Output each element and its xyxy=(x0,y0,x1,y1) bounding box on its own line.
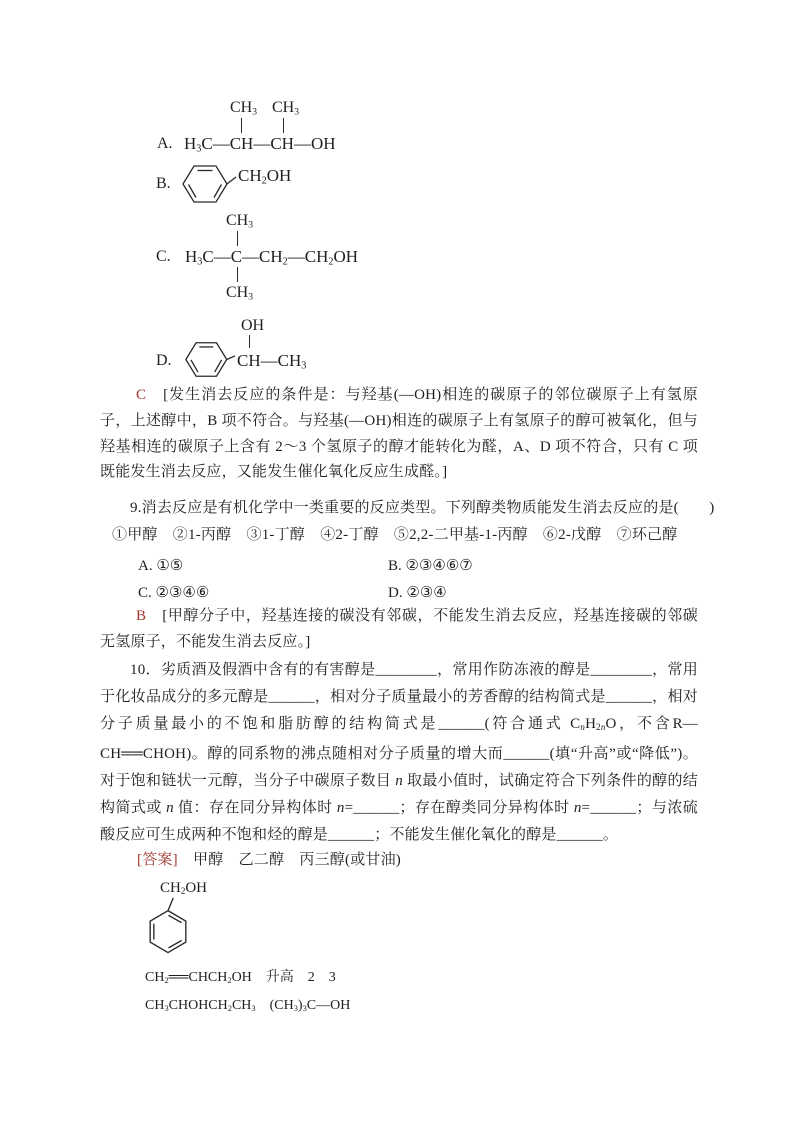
methyl-label: $CH_3$ xyxy=(230,99,258,118)
group-formula: $CH—CH_3$ xyxy=(237,351,307,372)
bond-vertical xyxy=(249,335,250,348)
bond-vertical xyxy=(241,118,242,133)
bond-vertical xyxy=(237,231,238,246)
option-letter: D. xyxy=(156,352,172,369)
q9-explanation: B [甲醇分子中，羟基连接的碳没有邻碳，不能发生消去反应，羟基连接碳的邻碳无氢原子，不能发生消去反应。] xyxy=(100,608,698,650)
q9-option-a: A. ①⑤ xyxy=(138,558,184,574)
methyl-label: $CH_3$ xyxy=(226,212,254,231)
bond-vertical xyxy=(283,118,284,133)
group-formula: $CH_2OH$ xyxy=(238,166,292,187)
option-letter: A. xyxy=(157,135,173,152)
benzene-ring xyxy=(181,163,237,205)
methyl-label: $CH_3$ xyxy=(226,284,254,303)
benzene-ring xyxy=(184,340,236,379)
q9-option-d: D. ②③④ xyxy=(388,585,447,601)
option-letter: C. xyxy=(156,248,171,265)
chain-formula: $H_3C—C—CH_2—CH_2OH$ xyxy=(185,247,359,268)
methyl-label: $CH_3$ xyxy=(272,99,300,118)
hydroxyl-label: OH xyxy=(241,317,265,334)
q10-stem: 10．劣质酒及假酒中含有的有害醇是________，常用作防冻液的醇是________，常用于化妆品成分的多元醇是______，相对分子质量最小的芳香醇的结构简式是______，相对分子质量最小的不饱和脂肪醇的结构简式是______(符合通式 $C_nH_{2n}O$，不含R—CH══CHOH)。醇的同系物的沸点随相对分子质量的增大而______(填“升高”或“降低”)。对于饱和链状一元醇，当分子中碳原子数目 n 取最小值时，试确定符合下列条件的醇的结构简式或 n 值：存在同分异构体时 n=______；存在醇类同分异构体时 n=______；与浓硫酸反应可生成两种不饱和烃的醇是______；不能发生催化氧化的醇是______。 xyxy=(100,662,699,844)
q9-items: ①甲醇 ②1-丙醇 ③1-丁醇 ④2-丁醇 ⑤2,2-二甲基-1-丙醇 ⑥2-戊醇 ⑦环己醇 xyxy=(112,527,678,543)
bond-vertical xyxy=(237,267,238,282)
answer-line-butanol: $CH_3CHOHCH_2CH_3$ $(CH_3)_3C—OH$ xyxy=(145,998,351,1014)
q9-option-b: B. ②③④⑥⑦ xyxy=(388,558,473,574)
q9-option-c: C. ②③④⑥ xyxy=(138,585,210,601)
answer-line-allyl: $CH_2══CHCH_2OH$ 升高 2 3 xyxy=(145,970,336,986)
q8-explanation: C [发生消去反应的条件是：与羟基(—OH)相连的碳原子的邻位碳原子上有氢原子，上述醇中，B 项不符合。与羟基(—OH)相连的碳原子上有氢原子的醇可被氧化，但与羟基相连的碳原子上含有 2～3 个氢原子的醇才能转化为醛，A、D 项不符合，只有 C 项既能发生消去反应，又能发生催化氧化反应生成醛。] xyxy=(100,387,698,481)
answer-header: [答案] 甲醇 乙二醇 丙三醇(或甘油) xyxy=(137,852,401,868)
option-letter: B. xyxy=(156,175,171,192)
group-formula: $CH_2OH$ xyxy=(160,880,208,897)
chain-formula: $H_3C—CH—CH—OH$ xyxy=(184,134,336,155)
q9-stem: 9.消去反应是有机化学中一类重要的反应类型。下列醇类物质能发生消去反应的是( ) xyxy=(130,500,715,516)
benzene-ring xyxy=(147,897,189,962)
